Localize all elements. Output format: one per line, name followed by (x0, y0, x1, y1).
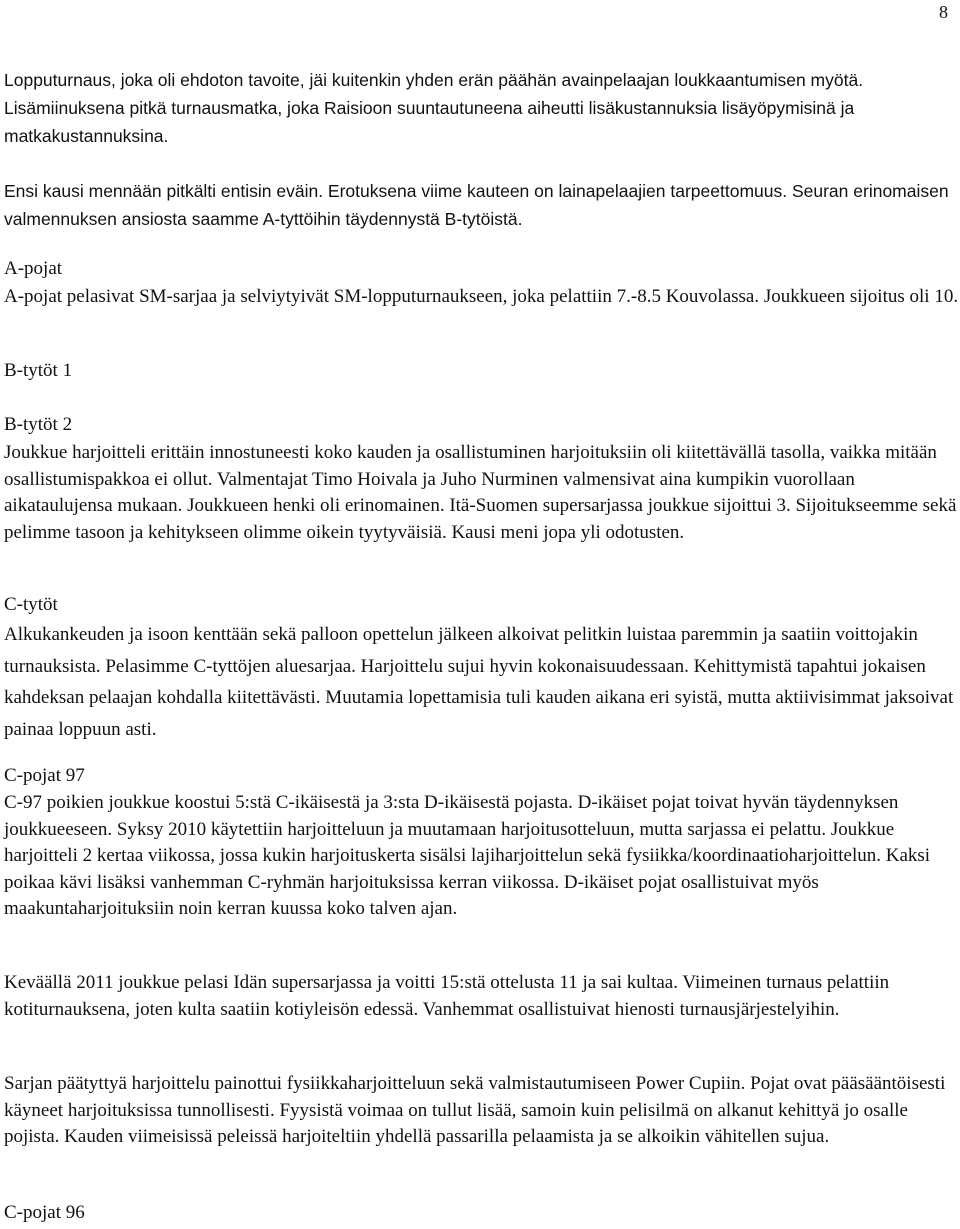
heading-c-tytot: C-tytöt (4, 594, 58, 615)
c-tytot-paragraph: Alkukankeuden ja isoon kenttään sekä palloon opettelun jälkeen alkoivat pelitkin luistaa paremmin ja saatiin voittojakin turnauksista. Pelasimme C-tyttöjen aluesarjaa. Harjoittelu sujui hyvin kokonaisuudessaan. Kehittymistä tapahtui jokaisen kahdeksan pelaajan kohdalla kiitettävästi. Muutamia lopettamisia tuli kauden aikana eri syistä, mutta aktiivisimmat jaksoivat painaa loppuun asti. (4, 624, 954, 740)
a-pojat-paragraph: A-pojat pelasivat SM-sarjaa ja selviytyivät SM-lopputurnaukseen, joka pelattiin 7.-8.5 Kouvolassa. Joukkueen sijoitus oli 10. (4, 286, 959, 307)
heading-c-pojat-96: C-pojat 96 (4, 1202, 85, 1223)
intro-paragraph-2: Ensi kausi mennään pitkälti entisin eväin. Erotuksena viime kauteen on lainapelaajien tarpeettomuus. Seuran erinomaisen valmennuksen ansiosta saamme A-tyttöihin täydennystä B-tytöistä. (4, 181, 949, 229)
page-number: 8 (939, 2, 948, 22)
heading-c-pojat-97: C-pojat 97 (4, 765, 85, 786)
c-pojat-97-paragraph-1: C-97 poikien joukkue koostui 5:stä C-ikäisestä ja 3:sta D-ikäisestä pojasta. D-ikäiset pojat toivat hyvän täydennyksen joukkueeseen. Syksy 2010 käytettiin harjoitteluun ja muutamaan harjoitusotteluun, mutta sarjassa ei pelattu. Joukkue harjoitteli 2 kertaa viikossa, jossa kukin harjoituskerta sisälsi lajiharjoittelun sekä fysiikka/koordinaatioharjoittelun. Kaksi poikaa kävi lisäksi vanhemman C-ryhmän harjoituksissa kerran viikossa. D-ikäiset pojat osallistuivat myös maakuntaharjoituksiin noin kerran kuussa koko talven ajan. (4, 792, 931, 919)
intro-paragraph-1: Lopputurnaus, joka oli ehdoton tavoite, jäi kuitenkin yhden erän päähän avainpelaajan loukkaantumisen myötä. Lisämiinuksena pitkä turnausmatka, joka Raisioon suuntautuneena aiheutti lisäkustannuksia lisäyöpymisinä ja matkakustannuksina. (4, 70, 864, 146)
c-pojat-97-paragraph-3: Sarjan päätyttyä harjoittelu painottui fysiikkaharjoitteluun sekä valmistautumiseen Power Cupiin. Pojat ovat pääsääntöisesti käyneet harjoituksissa tunnollisesti. Fyysistä voimaa on tullut lisää, samoin kuin pelisilmä on alkanut kehittyä jo osalle pojista. Kauden viimeisissä peleissä harjoiteltiin yhdellä passarilla pelaamista ja se alkoikin vähitellen sujua. (4, 1073, 946, 1147)
heading-b-tytot-2: B-tytöt 2 (4, 414, 73, 435)
heading-a-pojat: A-pojat (4, 258, 63, 279)
heading-b-tytot-1: B-tytöt 1 (4, 360, 73, 381)
b-tytot-2-paragraph: Joukkue harjoitteli erittäin innostuneesti koko kauden ja osallistuminen harjoituksiin oli kiitettävällä tasolla, vaikka mitään osallistumispakkoa ei ollut. Valmentajat Timo Hoivala ja Juho Nurminen valmensivat aina kumpikin vuorollaan aikataulujensa mukaan. Joukkueen henki oli erinomainen. Itä-Suomen supersarjassa joukkue sijoittui 3. Sijoitukseemme sekä pelimme tasoon ja kehitykseen olimme oikein tyytyväisiä. Kausi meni jopa yli odotusten. (4, 442, 957, 543)
c-pojat-97-paragraph-2: Keväällä 2011 joukkue pelasi Idän supersarjassa ja voitti 15:stä ottelusta 11 ja sai kultaa. Viimeinen turnaus pelattiin kotiturnauksena, joten kulta saatiin kotiyleisön edessä. Vanhemmat osallistuivat hienosti turnausjärjestelyihin. (4, 972, 890, 1020)
